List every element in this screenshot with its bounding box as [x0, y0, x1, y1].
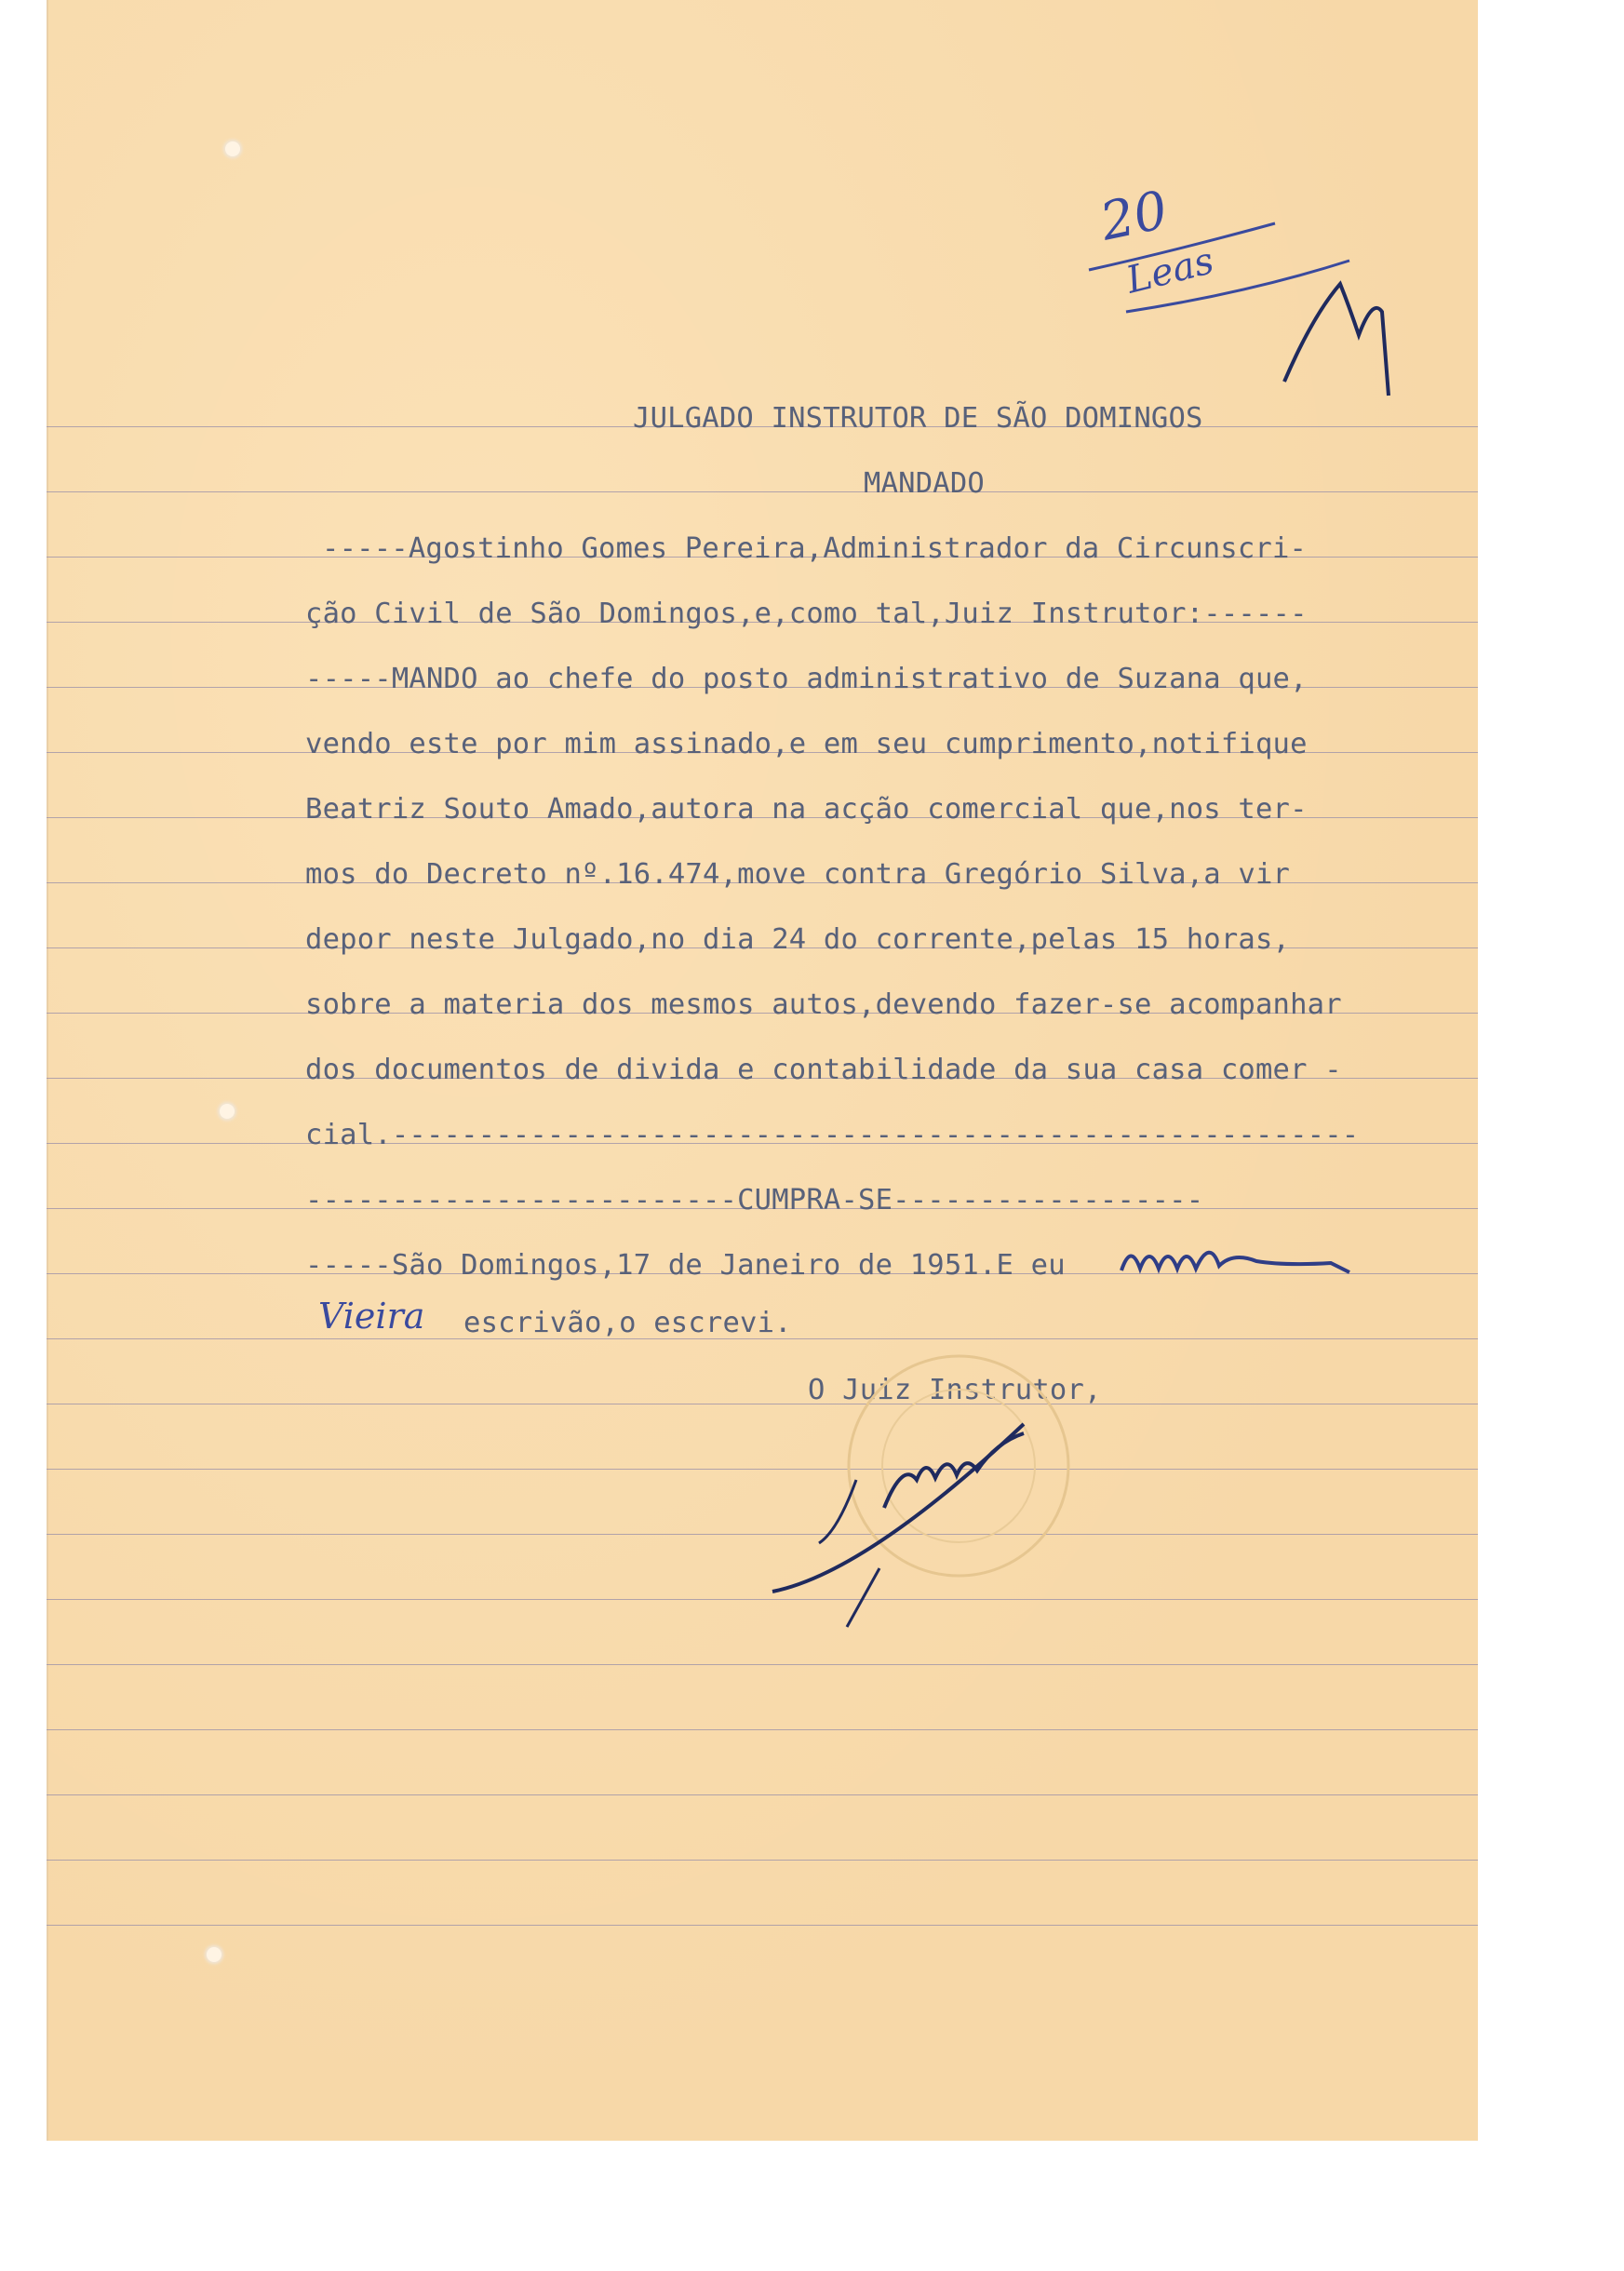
- punch-hole: [220, 1104, 235, 1119]
- body-line-10: cial.--------------------------------------------------------: [305, 1119, 1360, 1151]
- body-line-8: sobre a materia dos mesmos autos,devendo fazer-se acompanhar: [305, 988, 1342, 1021]
- corner-note-word: Leas: [1121, 239, 1218, 302]
- body-line-2: ção Civil de São Domingos,e,como tal,Juiz Instrutor:------: [305, 598, 1308, 630]
- corner-note-number: 20: [1095, 180, 1174, 253]
- page-title: JULGADO INSTRUTOR DE SÃO DOMINGOS: [633, 402, 1203, 435]
- scribe-initial-signature: [1117, 1233, 1396, 1289]
- ruled-line: [47, 1664, 1478, 1665]
- body-line-4: vendo este por mim assinado,e em seu cumprimento,notifique: [305, 728, 1308, 760]
- punch-hole: [225, 141, 240, 156]
- body-line-1: -----Agostinho Gomes Pereira,Administrador da Circunscri-: [322, 532, 1308, 565]
- ruled-line: [47, 491, 1478, 492]
- ruled-line: [47, 1729, 1478, 1730]
- document-type: MANDADO: [864, 467, 985, 500]
- ruled-line: [47, 1794, 1478, 1795]
- date-line: -----São Domingos,17 de Janeiro de 1951.E eu: [305, 1249, 1066, 1282]
- document-sheet: [47, 0, 1478, 2141]
- cumpra-se-line: -------------------------CUMPRA-SE------------------: [305, 1184, 1204, 1216]
- ruled-line: [47, 1925, 1478, 1926]
- body-line-3: -----MANDO ao chefe do posto administrativo de Suzana que,: [305, 663, 1308, 695]
- body-line-9: dos documentos de divida e contabilidade da sua casa comer -: [305, 1054, 1342, 1086]
- judge-signature: [717, 1368, 1107, 1647]
- scribe-line: escrivão,o escrevi.: [463, 1307, 792, 1339]
- ruled-line: [47, 1860, 1478, 1861]
- judge-label: O Juiz Instrutor,: [808, 1374, 1102, 1406]
- body-line-7: depor neste Julgado,no dia 24 do corrente,pelas 15 horas,: [305, 923, 1291, 956]
- punch-hole: [207, 1947, 221, 1962]
- scribe-signature: Vieira: [318, 1296, 425, 1337]
- body-line-5: Beatriz Souto Amado,autora na acção comercial que,nos ter-: [305, 793, 1308, 826]
- body-line-6: mos do Decreto nº.16.474,move contra Gregório Silva,a vir: [305, 858, 1291, 891]
- corner-note-strokes: [1061, 195, 1433, 410]
